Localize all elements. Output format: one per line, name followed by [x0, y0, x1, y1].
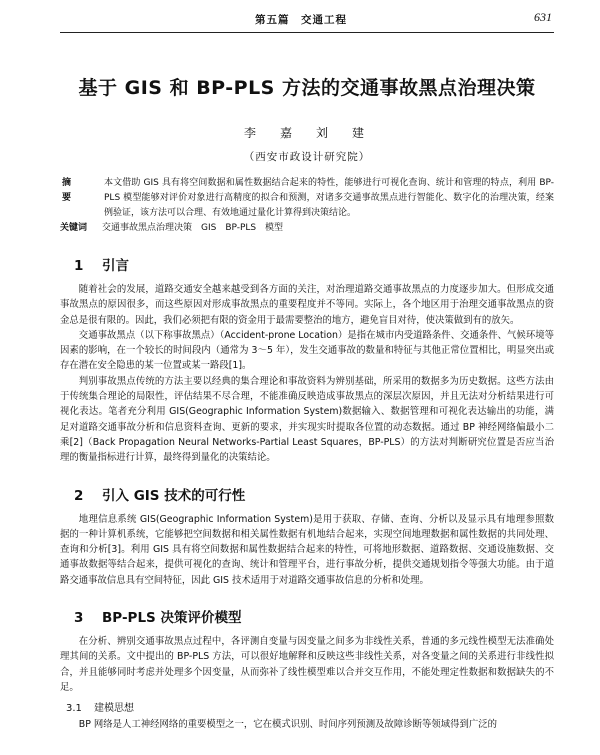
- paragraph: 交通事故黑点（以下称事故黑点）（Accident-prone Location）是指在城市内受道路条件、交通条件、气候环境等因素的影响，在一个较长的时间段内（通常为 3～5 年），发生交通事故的数量和特征与其他正常位置相比，明显突出或存在潜在安全隐患的某一位置或某一路段[1]。: [60, 329, 554, 372]
- paper-affiliation: （西安市政设计研究院）: [243, 151, 371, 163]
- page-number: 631: [534, 10, 552, 24]
- abstract-label: 摘 要: [62, 178, 97, 203]
- running-header-section: 第五篇 交通工程: [255, 14, 347, 26]
- keywords-text: 交通事故黑点治理决策 GIS BP-PLS 模型: [102, 223, 284, 233]
- abstract-text: 本文借助 GIS 具有将空间数据和属性数据结合起来的特性，能够进行可视化查询、统计和管理的特点，利用 BP-PLS 模型能够对评价对象进行高精度的拟合和预测，对诸多交通事故黑点进行智能化、数字化的治理决策，经案例验证，该方法可以合理、有效地通过量化计算得到决策结论。: [104, 178, 554, 218]
- section-heading-introduction: [60, 254, 554, 274]
- paper-title: 基于 GIS 和 BP-PLS 方法的交通事故黑点治理决策: [78, 77, 536, 99]
- keywords: [60, 221, 554, 236]
- paper-authors: 李 嘉 刘 建: [243, 126, 370, 140]
- section-heading-bp-pls-model: [60, 606, 554, 626]
- paragraph: 地理信息系统 GIS(Geographic Information System)是用于获取、存储、查询、分析以及显示具有地理参照数据的一种计算机系统，它能够把空间数据和相关属性数据有机地结合起来，实现空间地理数据和属性数据的共同处理、查询和分析[3]。利用 GIS 具有将空间数据和属性数据结合起来的特性，可将地形数据、道路数据、交通设施数据、交通事故数据等结合起来，提供可视化的查询、统计和管理平台，进行事故分析，提供交通规划指令等强大功能。由于道路交通事故信息具有空间特征，因此 GIS 技术适用于对道路交通事故信息的分析和处理。: [60, 513, 554, 586]
- subsection-number: 3.1: [66, 703, 82, 715]
- subsection-title: 建模思想: [94, 703, 134, 715]
- section-title: BP-PLS 决策评价模型: [102, 610, 242, 627]
- paragraph: 在分析、辨别交通事故黑点过程中，各评测自变量与因变量之间多为非线性关系，普通的多元线性模型无法准确处理其间的关系。文中提出的 BP-PLS 方法，可以很好地解释和反映这些非线性关系，对各变量之间的关系进行非线性拟合，并且能够同时考虑并处理多个因变量，从而弥补了线性模型难以合并交互作用，不能处理定性数据和数据缺失的不足。: [60, 636, 554, 693]
- section-heading-gis-feasibility: [60, 484, 554, 504]
- paragraph: BP 网络是人工神经网络的重要模型之一，它在模式识别、时间序列预测及故障诊断等领域得到广泛的: [78, 719, 497, 731]
- subsection-heading-modeling-idea: [60, 701, 554, 717]
- section-number: 1: [74, 258, 84, 274]
- section-title: 引言: [102, 258, 129, 274]
- keywords-label: 关键词: [60, 223, 88, 233]
- paragraph: 判别事故黑点传统的方法主要以经典的集合理论和事故资料为辨别基础，所采用的数据多为历史数据。这些方法由于传统集合理论的局限性，评估结果不尽合理，不能准确反映造成事故黑点的深层次原因，并且无法对分析结果进行可视化表达。笔者充分利用 GIS(Geographic Information System)数据输入、数据管理和可视化表达输出的功能，满足对道路交通事故分析和信息资料查询、更新的要求，并实现实时提取各位置的动态数据。通过 BP 神经网络偏最小二乘[2]（Back Propagation Neural Networks-Partial Least Squares，BP-PLS）的方法对判断研究位置是否应当治理的衡量指标进行计算，最终得到量化的决策结论。: [60, 375, 554, 464]
- section-number: 2: [74, 487, 84, 504]
- section-number: 3: [74, 610, 84, 627]
- running-header: [60, 6, 554, 33]
- section-title: 引入 GIS 技术的可行性: [102, 487, 246, 504]
- abstract: [60, 176, 554, 221]
- paragraph: 随着社会的发展，道路交通安全越来越受到各方面的关注，对治理道路交通事故黑点的力度逐步加大。但形成交通事故黑点的原因很多，而这些原因对形成事故黑点的重要程度并不等同。实际上，各个地区用于治理交通事故黑点的资金总是很有限的。因此，我们必须把有限的资金用于最需要整治的地方，避免盲目对待，使决策做到有的放矢。: [60, 284, 554, 326]
